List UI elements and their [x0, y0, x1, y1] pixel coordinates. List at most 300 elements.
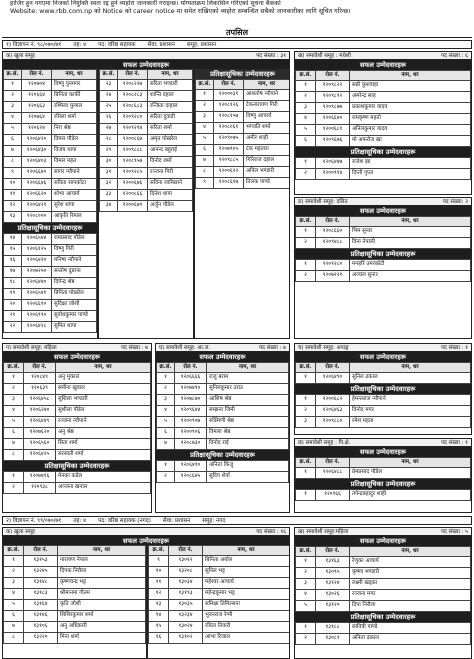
cell-sn: २: [296, 568, 316, 579]
col-roll: रोल नं.: [24, 546, 58, 556]
cell-roll: १३०२६: [316, 590, 350, 601]
cell-sn: १: [296, 623, 316, 634]
table-row: [296, 490, 471, 501]
cell-sn: २: [157, 472, 175, 483]
dalit-success-rows: [296, 227, 471, 249]
cell-name: अनु मुकाल: [56, 373, 151, 384]
cell-name: विनोद शर्मा: [148, 157, 193, 168]
cell-roll: १२०७४१६: [24, 472, 56, 483]
cell-name: रुक्मिणी श्रेष्ठ: [207, 417, 289, 428]
women-header: [3, 344, 151, 352]
cell-sn: १७: [4, 267, 22, 278]
madhesi-title: ख) समावेशी समूह : मधेशी: [298, 53, 351, 59]
dalit-wait-table: [295, 259, 471, 282]
table-row: [4, 622, 146, 633]
table-row: [296, 260, 471, 271]
col-name: नाम, थर: [350, 547, 471, 557]
cash-women-header: [295, 528, 471, 536]
cell-sn: २: [4, 567, 24, 578]
cell-roll: १२०८४९: [24, 373, 56, 384]
cash-women-wait-rows: [296, 623, 471, 645]
cell-name: हेमन्तराज न्यौपाने: [350, 395, 471, 406]
cell-name: आशतोष न्यौपाने: [244, 90, 290, 101]
disabled-wait-table: [295, 394, 471, 428]
cell-name: नारायण नेपाल: [58, 556, 146, 567]
open-success-bar: सफल उम्मेदवारहरू: [3, 60, 289, 70]
cell-roll: १२०६४२९: [22, 201, 52, 212]
cell-sn: ३: [157, 395, 175, 406]
cell-roll: १२०६४०३: [22, 157, 52, 168]
cash-open-posts: पद संख्या : १६: [256, 529, 286, 535]
cell-name: तिलक पाण्डे: [244, 178, 290, 189]
backward-success-table: [295, 457, 471, 479]
cell-sn: ४: [4, 406, 24, 417]
janajati-success-bar: सफल उम्मेदवारहरू: [156, 352, 289, 362]
col-sn: क्र.सं.: [4, 546, 24, 556]
col-roll: रोल नं.: [118, 70, 148, 80]
cell-sn: ९: [4, 168, 22, 179]
backward-wait-table: [295, 489, 471, 501]
table-row: [296, 103, 471, 114]
disabled-wait-rows: [296, 395, 471, 428]
cell-roll: १२०६६४: [22, 91, 52, 102]
cell-sn: ३: [296, 417, 316, 428]
cell-name: भिम सुनार: [350, 227, 471, 238]
cell-name: मनिषा न्यौपाने: [52, 256, 97, 267]
madhesi-wait-table: [295, 157, 471, 180]
col-name: नाम, थर: [350, 71, 471, 81]
cell-name: विमला श्रेष्ठ: [207, 428, 289, 439]
cell-name: सुदिप शेर्पा: [207, 472, 289, 483]
cell-sn: ६: [4, 135, 22, 146]
cell-roll: १२००६७९: [118, 201, 148, 212]
cell-roll: १२०६४३०: [22, 146, 52, 157]
col-roll: रोल नं.: [316, 217, 350, 227]
table-row: [296, 169, 471, 180]
cell-roll: १२०६६६६: [175, 373, 207, 384]
cell-roll: १२०६६३: [22, 102, 52, 113]
notice-header: [2, 0, 472, 24]
cell-name: अनिता किंजु: [207, 461, 289, 472]
cell-roll: १२०६४४०: [22, 278, 52, 289]
cell-name: रामप्रसाद पौडेल: [52, 234, 97, 245]
table-row: [296, 634, 471, 645]
cell-sn: १४: [4, 234, 22, 245]
cell-name: लक्ष्मी खड्का: [350, 579, 471, 590]
cell-sn: ३: [4, 102, 22, 113]
cash-open-table-b: [148, 545, 290, 644]
cell-sn: २: [296, 634, 316, 645]
col-sn: क्र.सं.: [296, 458, 316, 468]
cell-sn: २: [4, 91, 22, 102]
janajati-group-block: [155, 343, 290, 513]
table-row: [296, 114, 471, 125]
cell-roll: १२०६३९: [24, 384, 56, 395]
table-row: [296, 468, 471, 479]
cell-sn: २२: [4, 322, 22, 333]
table-row: [4, 190, 97, 201]
cell-sn: ८: [4, 633, 24, 644]
disabled-title: च) समावेशी समूह: अपाङ्ग: [298, 345, 349, 351]
table-row: [157, 384, 289, 395]
janajati-title: घ) समावेशी समूह: आ.ज.: [159, 345, 211, 351]
open-success-rows-b: [4, 234, 97, 333]
cell-name: विष्णु पुनमगर: [52, 80, 97, 91]
table-row: [4, 245, 97, 256]
cell-roll: १३१०२: [169, 633, 203, 644]
table-row: [157, 373, 289, 384]
table-row: [296, 92, 471, 103]
cell-name: अञ्जना खनाल: [56, 483, 151, 494]
table-row: [100, 157, 193, 168]
open-group-title: क) खुला समूह: [6, 53, 35, 59]
cell-sn: २: [296, 169, 316, 180]
cell-roll: १२०९६७६: [316, 136, 350, 147]
ad2-info-bar: [2, 516, 472, 525]
dalit-success-table: [295, 216, 471, 249]
table-row: [100, 113, 193, 124]
cell-name: समिक्षा तिमिल्सना: [203, 600, 290, 611]
janajati-header: [156, 344, 289, 352]
col-sn: क्र.सं.: [149, 546, 169, 556]
open-success-table-b: [3, 233, 97, 333]
cell-name: भुवनराज रेग्मी: [203, 611, 290, 622]
ad1-level: तह: ४: [73, 42, 87, 48]
backward-header: [295, 439, 471, 447]
col-name: नाम, थर: [56, 363, 151, 373]
table-row: [149, 611, 290, 622]
cell-name: सागर न्यौपाने: [52, 168, 97, 179]
cell-name: सुनिलकुमार उराउ: [207, 384, 289, 395]
cell-name: तपेन्द्रबहादुर शाही: [350, 490, 471, 501]
cell-sn: ११: [149, 578, 169, 589]
cell-sn: ५: [4, 124, 22, 135]
madhesi-group-block: [294, 51, 472, 195]
dalit-title: ङ) समावेशी समूह: दलित: [298, 199, 348, 205]
cell-name: रमेश महता: [350, 417, 471, 428]
women-success-table: [3, 362, 151, 461]
cell-sn: १: [296, 227, 316, 238]
cell-sn: २३: [100, 80, 118, 91]
cell-roll: १२०९८२२: [316, 81, 350, 92]
cell-roll: १२०८२२७: [118, 80, 148, 91]
ad1-info-bar: [2, 40, 472, 49]
table-row: [4, 234, 97, 245]
cell-sn: ६: [157, 428, 175, 439]
table-row: [4, 80, 97, 91]
cell-roll: १२००८६७: [118, 135, 148, 146]
cell-sn: २०: [4, 300, 22, 311]
table-row: [100, 135, 193, 146]
dalit-wait-rows: [296, 260, 471, 282]
cell-name: रञ्जना गिरी: [148, 168, 193, 179]
women-success-bar: सफल उम्मेदवारहरू: [3, 352, 151, 362]
cell-name: सुशिला भण्डारी: [56, 395, 151, 406]
table-row: [196, 156, 290, 167]
cell-name: अमरेन्द्र साह: [350, 92, 471, 103]
cell-sn: ३४: [100, 201, 118, 212]
cell-name: बिनिता कार्की: [52, 91, 97, 102]
cell-roll: १२०९२१४: [118, 124, 148, 135]
cash-open-success-bar: सफल उम्मेदवारहरू: [3, 536, 289, 546]
cell-sn: ८: [4, 157, 22, 168]
cell-name: भगवति शर्मा: [244, 123, 290, 134]
cell-sn: १: [296, 557, 316, 568]
cell-sn: १५: [4, 245, 22, 256]
cell-sn: ४: [4, 589, 24, 600]
cell-name: अञ्चल सुनार: [350, 271, 471, 282]
cell-sn: १: [4, 373, 24, 384]
cell-roll: १२०६५४४: [22, 234, 52, 245]
cell-sn: ६: [296, 136, 316, 147]
table-row: [100, 201, 193, 212]
table-row: [4, 256, 97, 267]
dalit-waitlist-bar: प्रतिक्षासूचिका उम्मेदवारहरू: [295, 249, 471, 259]
table-row: [4, 146, 97, 157]
cell-name: रञ्जना न्यौपाने: [56, 417, 151, 428]
cash-women-posts: पद संख्या : ५: [440, 529, 468, 535]
cell-name: सुवोधकुमार पाण्डे: [52, 311, 97, 322]
table-row: [149, 600, 290, 611]
table-row: [149, 622, 290, 633]
cell-sn: ११: [4, 190, 22, 201]
cell-name: बिनिता अर्याल: [203, 556, 290, 567]
cell-name: मनहरि उमरकोटी: [350, 260, 471, 271]
cell-roll: १२०९८८०: [316, 417, 350, 428]
cash-open-rows-a: [4, 556, 146, 644]
table-row: [157, 406, 289, 417]
col-sn: क्र.सं.: [4, 363, 24, 373]
cell-name: सविता सापकोटा: [52, 179, 97, 190]
cell-name: मेनका कडेल: [56, 472, 151, 483]
cell-sn: ८: [4, 450, 24, 461]
ad1-group: समूह: प्रशासन: [186, 42, 216, 48]
cell-roll: १२०९२८५: [118, 168, 148, 179]
open-wait-rows-c: [100, 179, 193, 212]
cash-women-waitlist-bar: प्रतिक्षासूचिका उम्मेदवारहरू: [295, 612, 471, 622]
cell-sn: १: [296, 81, 316, 92]
cell-roll: १२०६६४०: [316, 114, 350, 125]
disabled-group-block: [294, 343, 472, 435]
table-row: [4, 135, 97, 146]
cell-name: सम्झना जिमी: [207, 406, 289, 417]
cell-name: सरिता भण्डारी: [148, 80, 193, 91]
table-row: [149, 589, 290, 600]
cell-name: सुदिक्षा जोशी: [52, 300, 97, 311]
janajati-waitlist-bar: प्रतिक्षासूचिका उम्मेदवारहरू: [156, 450, 289, 460]
table-row: [4, 428, 151, 439]
cell-name: अनु श्रेष्ठ: [56, 428, 151, 439]
cell-roll: १३१२०: [316, 601, 350, 612]
cell-roll: १२०६२४०: [24, 406, 56, 417]
women-waitlist-bar: प्रतिक्षासूचिका उम्मेदवारहरू: [3, 461, 151, 471]
cell-name: रामकृष्ण महतो: [350, 114, 471, 125]
table-row: [296, 579, 471, 590]
cell-sn: १: [4, 556, 24, 567]
table-row: [296, 557, 471, 568]
janajati-posts: पद संख्या : ७: [258, 345, 286, 351]
cell-roll: १२०८६४५: [175, 472, 207, 483]
table-row: [4, 633, 146, 644]
cell-sn: ३: [296, 103, 316, 114]
cell-name: अमृत पोखरेल: [148, 135, 193, 146]
table-row: [4, 91, 97, 102]
cell-sn: ५: [4, 417, 24, 428]
cell-sn: ३०: [100, 157, 118, 168]
cell-sn: ५: [296, 601, 316, 612]
table-row: [196, 90, 290, 101]
cell-roll: १२००९०६: [175, 428, 207, 439]
table-row: [196, 167, 290, 178]
cell-name: समीना खुवाल: [56, 384, 151, 395]
cell-roll: १३०१२: [169, 556, 203, 567]
table-row: [4, 450, 151, 461]
table-row: [100, 168, 193, 179]
col-roll: रोल नं.: [316, 458, 350, 468]
cash-open-table-a: [3, 545, 146, 644]
women-success-rows: [4, 373, 151, 461]
col-roll: रोल नं.: [24, 363, 56, 373]
cell-roll: १२००६८१: [316, 125, 350, 136]
cell-sn: २६: [100, 113, 118, 124]
open-success-table-c: [99, 69, 193, 212]
cell-roll: १२०६९९०: [22, 311, 52, 322]
cell-sn: ३: [296, 579, 316, 590]
table-row: [296, 271, 471, 282]
cell-name: रन्जिता दाहाल: [148, 102, 193, 113]
cell-sn: १: [296, 373, 316, 384]
madhesi-success-table: [295, 70, 471, 147]
table-row: [296, 417, 471, 428]
col-roll: रोल नं.: [175, 363, 207, 373]
cell-roll: १२०८६१७: [214, 178, 244, 189]
cell-roll: १२००६८२: [316, 395, 350, 406]
cell-sn: ५: [157, 417, 175, 428]
cell-roll: १३२०८: [169, 567, 203, 578]
table-row: [4, 124, 97, 135]
col-roll: रोल नं.: [169, 546, 203, 556]
col-name: नाम, थर: [244, 80, 290, 90]
cell-roll: १२०६४१०: [175, 461, 207, 472]
cell-sn: ६: [196, 145, 214, 156]
cell-roll: १२०७०४: [22, 80, 52, 91]
table-row: [100, 146, 193, 157]
ad2-number: २) विज्ञापन नं. ९९/०७०/७१: [6, 518, 62, 524]
cell-sn: १५: [149, 622, 169, 633]
disabled-success-bar: सफल उम्मेदवारहरू: [295, 352, 471, 362]
col-sn: क्र.सं.: [4, 70, 22, 80]
women-title: ग) समावेशी समूह: महिला: [6, 345, 57, 351]
women-group-block: [2, 343, 152, 513]
table-row: [4, 417, 151, 428]
cell-roll: १२०६६२०: [22, 190, 52, 201]
cell-roll: १३१५३: [24, 556, 58, 567]
cell-sn: २: [296, 92, 316, 103]
table-row: [296, 136, 471, 147]
table-row: [4, 278, 97, 289]
cell-roll: १२०७८७०: [175, 395, 207, 406]
cell-sn: १४: [149, 611, 169, 622]
cell-sn: १९: [4, 289, 22, 300]
table-row: [296, 601, 471, 612]
cell-roll: १३०३५: [169, 600, 203, 611]
table-row: [4, 179, 97, 190]
backward-group-block: [294, 438, 472, 513]
cell-name: सुशीला पौडेल: [56, 406, 151, 417]
cell-sn: २९: [100, 146, 118, 157]
dalit-success-bar: सफल उम्मेदवारहरू: [295, 206, 471, 216]
cell-name: गिरिराज दहाल: [244, 156, 290, 167]
cell-roll: १२०६४४७: [316, 158, 350, 169]
dalit-group-block: [294, 197, 472, 339]
cell-sn: ९: [196, 178, 214, 189]
janajati-success-table: [156, 362, 289, 450]
cell-sn: ६: [4, 611, 24, 622]
backward-title: छ) समावेशी समूह : पि.क्षे.: [298, 440, 351, 446]
cell-name: बिनिता पोखरेल: [52, 289, 97, 300]
cash-women-title: ख) समावेशी समूह:महिला: [298, 529, 349, 535]
disabled-waitlist-bar: प्रतिक्षासूचिका उम्मेदवारहरू: [295, 384, 471, 394]
cell-name: राजेश झा: [350, 158, 471, 169]
table-row: [296, 568, 471, 579]
cell-sn: १२: [4, 201, 22, 212]
cell-sn: ४: [296, 114, 316, 125]
table-row: [100, 190, 193, 201]
cell-name: कृष्णचन्द्र भट्ट: [58, 578, 146, 589]
table-row: [149, 578, 290, 589]
col-roll: रोल नं.: [214, 80, 244, 90]
cell-sn: १: [296, 158, 316, 169]
cell-sn: ३: [4, 395, 24, 406]
col-name: नाम, थर: [148, 70, 193, 80]
cell-roll: १२०६४८८: [316, 468, 350, 479]
cell-name: अनिता ढकाल: [350, 634, 471, 645]
backward-waitlist-bar: प्रतिक्षासूचिका उम्मेदवारहरू: [295, 479, 471, 489]
col-sn: क्र.सं.: [296, 71, 316, 81]
cell-name: सरस्वती शर्मा: [56, 450, 151, 461]
table-row: [196, 101, 290, 112]
cash-women-success-table: [295, 546, 471, 612]
cell-sn: १२: [149, 589, 169, 600]
table-row: [4, 212, 97, 223]
table-row: [4, 322, 97, 333]
disabled-success-rows: [296, 373, 471, 384]
cell-name: रविता तिवारी: [203, 622, 290, 633]
cell-roll: १२०६४४९: [24, 417, 56, 428]
cell-roll: १२०७२५०: [22, 267, 52, 278]
table-row: [4, 157, 97, 168]
cell-sn: ६: [4, 428, 24, 439]
cell-name: सरिता दुवाडी: [148, 113, 193, 124]
cell-roll: १२०६५६०: [24, 439, 56, 450]
cell-sn: ३: [196, 112, 214, 123]
cash-women-block: [294, 527, 472, 659]
cell-name: सुनिल ढकाल: [350, 373, 471, 384]
cell-sn: ५: [296, 125, 316, 136]
cell-sn: ८: [196, 167, 214, 178]
dalit-posts: पद संख्या: २: [442, 199, 468, 205]
cell-roll: १३१२४: [316, 579, 350, 590]
ad2-group: समूह: नगद: [202, 518, 226, 524]
ad2-service: सेवा: प्रशासन: [162, 518, 191, 524]
open-success-table-a: [3, 69, 97, 223]
col-name: नाम, थर: [350, 217, 471, 227]
cell-name: टेकनारायण गिरी: [244, 101, 290, 112]
col-roll: रोल नं.: [22, 70, 52, 80]
cell-name: सन्तोष दुङाना: [52, 267, 97, 278]
cell-sn: १६: [4, 256, 22, 267]
col-roll: रोल नं.: [316, 71, 350, 81]
